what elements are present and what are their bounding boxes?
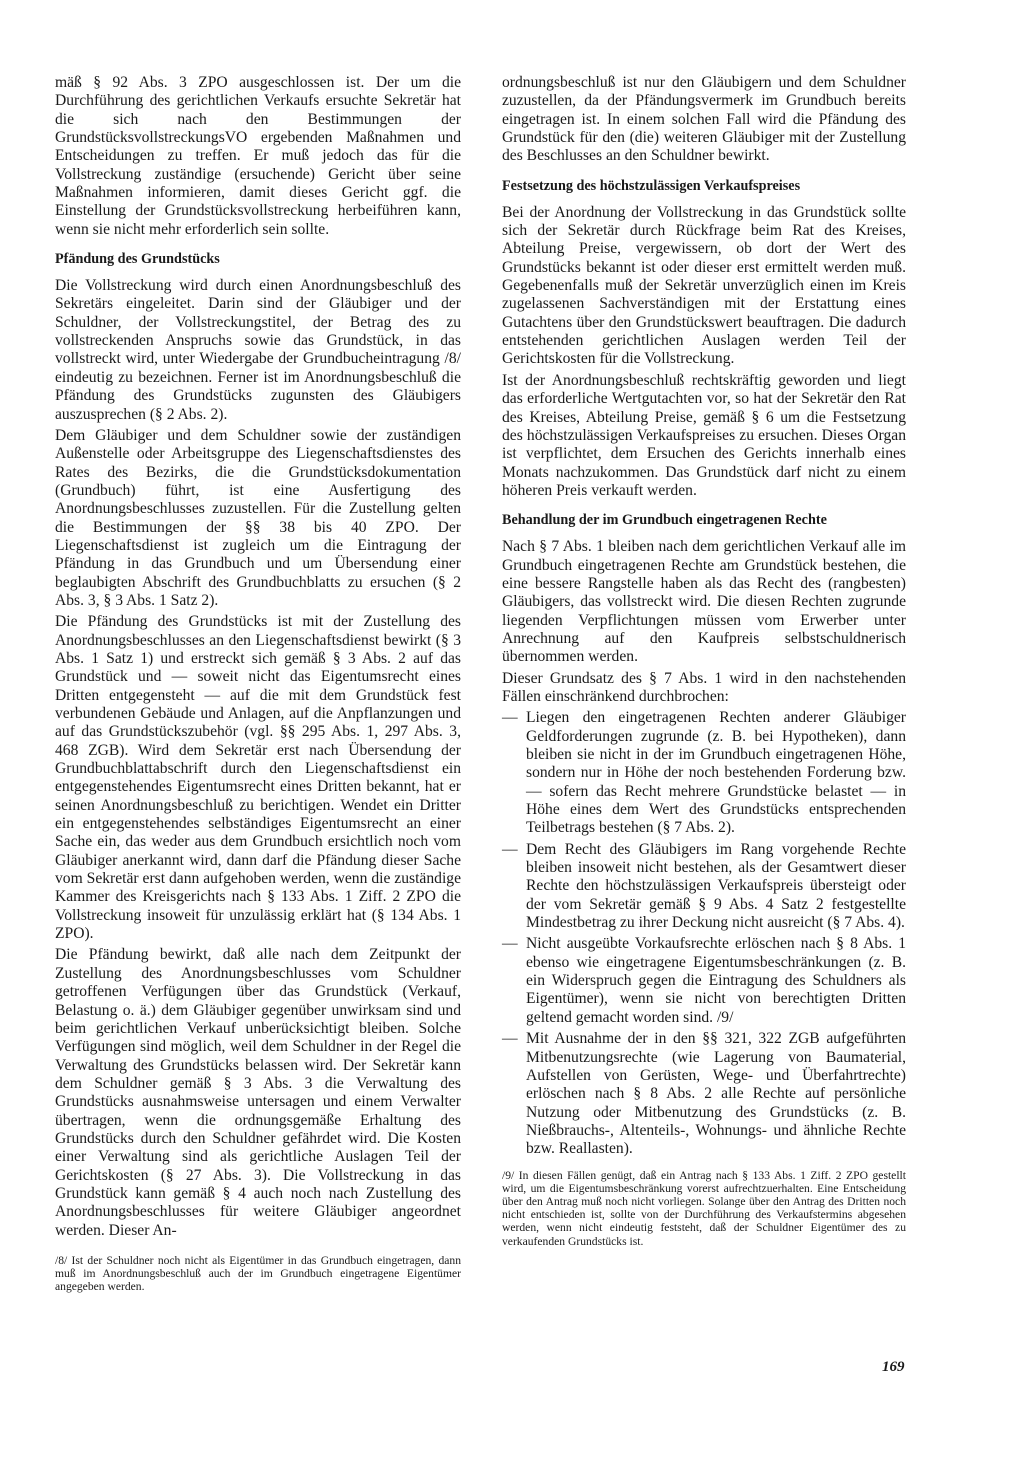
section-heading-rechte: Behandlung der im Grundbuch eingetragenen Rechte <box>502 512 827 529</box>
section-heading-pfaendung: Pfändung des Grundstücks <box>55 251 220 268</box>
paragraph: Dieser Grundsatz des § 7 Abs. 1 wird in den nachstehenden Fällen einschränkend durchbrochen: <box>502 669 906 705</box>
footnote-8: /8/ Ist der Schuldner noch nicht als Eigentümer in das Grundbuch eingetragen, dann muß im Anordnungsbeschluß auch der im Grundbuch eingetragene Eigentümer angegeben werden. <box>55 1253 461 1294</box>
paragraph: Die Pfändung des Grundstücks ist mit der Zustellung des Anordnungsbeschlusses an den Liegenschaftsdienst bewirkt (§ 3 Abs. 1 Satz 1) und erstreckt sich gemäß § 3 Abs. 2 auf das Grundstück und — soweit nicht das Eigentumsrecht eines Dritten entgegensteht — auf die mit dem Grundstück fest verbundenen Gebäude und Anlagen, auf die Anpflanzungen und auf das Grundstückszubehör (vgl. §§ 295 Abs. 1, 297 Abs. 3, 468 ZGB). Wird dem Sekretär erst nach Übersendung der Grundbuchblattabschrift durch den Liegenschaftsdienst ein entgegenstehendes Eigentumsrecht eines Dritten bekannt, hat er seinen Anordnungsbeschluß zu berichtigen. Wendet ein Dritter ein entgegenstehendes selbständiges Eigentumsrecht an einer Sache ein, das weder aus dem Grundbuch ersichtlich noch vom Gläubiger anerkannt wird, dann darf die Pfändung dieser Sache vom Sekretär erst dann aufgehoben werden, wenn die zuständige Kammer des Kreisgerichts nach § 133 Abs. 1 Ziff. 2 ZPO die Vollstreckung insoweit für unzulässig erklärt hat (§ 134 Abs. 1 ZPO). <box>55 613 461 943</box>
dash-bullet: — <box>502 935 518 953</box>
list-item-text: Mit Ausnahme der in den §§ 321, 322 ZGB aufgeführten Mitbenutzungsrechte (wie Lagerung von Baumaterial, Aufstellen von Gerüsten, Wege- und Überfahrtrechte) erlöschen nach § 8 Abs. 2 alle Rechte auf persönliche Nutzung oder Mitbenutzung des Grundstücks (z. B. Nießbrauchs-, Altenteils-, Wohnungs- und ähnliche Rechte bzw. Reallasten). <box>526 1030 906 1158</box>
dash-bullet: — <box>502 709 518 727</box>
dash-list <box>502 709 906 1158</box>
paragraph: Nach § 7 Abs. 1 bleiben nach dem gerichtlichen Verkauf alle im Grundbuch eingetragenen Rechte am Grundstück bestehen, die eine bessere Rangstelle haben als das Recht des (rangbesten) Gläubigers, das vollstreckt wird. Die diesen Rechten zugrunde liegenden Verpflichtungen müssen vom Erwerber unter Anrechnung auf den Kaufpreis selbstschuldnerisch übernommen werden. <box>502 538 906 666</box>
paragraph: Dem Gläubiger und dem Schuldner sowie der zuständigen Außenstelle oder Arbeitsgruppe des Liegenschaftsdienstes des Rates des Bezirks, die die Grundstücksdokumentation (Grundbuch) führt, ist eine Ausfertigung des Anordnungsbeschlusses zuzustellen. Für die Zustellung gelten die Bestimmungen der §§ 38 bis 40 ZPO. Der Liegenschaftsdienst ist zugleich um die Eintragung der Pfändung in das Grundbuch und um Übersendung einer beglaubigten Abschrift des Grundbuchblatts zu ersuchen (§ 2 Abs. 3, § 3 Abs. 1 Satz 2). <box>55 426 461 609</box>
list-item <box>502 935 906 1027</box>
paragraph: Bei der Anordnung der Vollstreckung in das Grundstück sollte sich der Sekretär durch Rückfrage beim Rat des Kreises, Abteilung Preise, vergewissern, ob dort der Wert des Grundstücks bekannt ist oder dieser erst ermittelt werden muß. Gegebenenfalls muß der Sekretär unverzüglich einen im Kreis zugelassenen Sachverständigen mit der Erstattung eines Gutachtens über den Grundstückswert beauftragen. Die dadurch entstehenden gerichtlichen Auslagen werden Teil der Gerichtskosten für die Vollstreckung. <box>502 203 906 368</box>
section-heading-verkaufspreis: Festsetzung des höchstzulässigen Verkaufspreises <box>502 177 801 194</box>
right-column <box>502 74 906 1248</box>
paragraph: Die Vollstreckung wird durch einen Anordnungsbeschluß des Sekretärs eingeleitet. Darin sind der Gläubiger und der Schuldner, der Vollstreckungstitel, der Betrag des zu vollstreckenden Anspruchs sowie das Grundstück, in das vollstreckt wird, unter Wiedergabe der Grundbucheintragung /8/ eindeutig zu bezeichnen. Ferner ist im Anordnungsbeschluß die Pfändung des Grundstücks zugunsten des Gläubigers auszusprechen (§ 2 Abs. 2). <box>55 277 461 423</box>
list-item <box>502 1030 906 1158</box>
list-item <box>502 841 906 933</box>
paragraph: Die Pfändung bewirkt, daß alle nach dem Zeitpunkt der Zustellung des Anordnungsbeschlusses vom Schuldner getroffenen Verfügungen über das Grundstück (Verkauf, Belastung o. ä.) dem Gläubiger gegenüber unwirksam sind und beim gerichtlichen Verkauf unberücksichtigt bleiben. Solche Verfügungen sind möglich, weil dem Schuldner in der Regel die Verwaltung des Grundstücks belassen wird. Der Sekretär kann dem Schuldner gemäß § 3 Abs. 3 die Verwaltung des Grundstücks ausnahmsweise untersagen und einem Verwalter übertragen, wenn die ordnungsgemäße Erhaltung des Grundstücks durch den Schuldner gefährdet wird. Die Kosten einer Verwaltung sind als gerichtliche Auslagen Teil der Gerichtskosten (§ 27 Abs. 3). Die Vollstreckung in das Grundstück kann gemäß § 4 auch noch nach Zustellung des Anordnungsbeschlusses für weitere Gläubiger angeordnet werden. Dieser An- <box>55 946 461 1239</box>
footnote-9: /9/ In diesen Fällen genügt, daß ein Antrag nach § 133 Abs. 1 Ziff. 2 ZPO gestellt wird, um die Eigentumsbeschränkung vorerst aufrechtzuerhalten. Eine Entscheidung über den Antrag muß noch nicht vorliegen. Solange über den Antrag des Dritten noch nicht entschieden ist, sollte von der Durchführung des Verkaufstermins abgesehen werden, wenn nicht eindeutig feststeht, daß der Schuldner Eigentümer des zu verkaufenden Grundstücks ist. <box>502 1168 906 1248</box>
list-item <box>502 709 906 837</box>
left-column <box>55 74 461 1294</box>
paragraph: ordnungsbeschluß ist nur den Gläubigern und dem Schuldner zuzustellen, da der Pfändungsvermerk im Grundbuch bereits eingetragen ist. In einem solchen Fall wird die Pfändung des Grundstück für den (die) weiteren Gläubiger mit der Zustellung des Beschlusses an den Schuldner bewirkt. <box>502 74 906 165</box>
list-item-text: Liegen den eingetragenen Rechten anderer Gläubiger Geldforderungen zugrunde (z. B. bei Hypotheken), dann bleiben sie nicht in der im Grundbuch eingetragenen Höhe, sondern nur in Höhe der noch bestehenden Forderung bzw. — sofern das Recht mehrere Grundstücke belastet — in Höhe eines dem Wert des Grundstücks entsprechenden Teilbetrags bestehen (§ 7 Abs. 2). <box>526 709 906 837</box>
page-number: 169 <box>882 1359 905 1375</box>
dash-bullet: — <box>502 840 518 858</box>
dash-bullet: — <box>502 1030 518 1048</box>
paragraph: Ist der Anordnungsbeschluß rechtskräftig geworden und liegt das erforderliche Wertgutachten vor, so hat der Sekretär den Rat des Kreises, Abteilung Preise, gemäß § 6 um die Festsetzung des höchstzulässigen Verkaufspreises zu ersuchen. Dieses Organ ist verpflichtet, dem Ersuchen des Gerichts innerhalb eines Monats nachzukommen. Das Grundstück darf nicht zu einem höheren Preis verkauft werden. <box>502 371 906 499</box>
list-item-text: Dem Recht des Gläubigers im Rang vorgehende Rechte bleiben insoweit nicht bestehen, als der Gesamtwert dieser Rechte den höchstzulässigen Verkaufspreis übersteigt oder der vom Sekretär gemäß § 9 Abs. 4 Satz 2 festgestellte Mindestbetrag zu ihrer Deckung nicht ausreicht (§ 7 Abs. 4). <box>526 840 906 932</box>
paragraph: mäß § 92 Abs. 3 ZPO ausgeschlossen ist. Der um die Durchführung des gerichtlichen Verkaufs ersuchte Sekretär hat die sich nach den Bestimmungen der GrundstücksvollstreckungsVO ergebenden Maßnahmen und Entscheidungen zu treffen. Er muß jedoch das für die Vollstreckung zuständige (ersuchende) Gericht über seine Maßnahmen informieren, damit dieses Gericht ggf. die Einstellung der Grundstücksvollstreckung herbeiführen kann, wenn sie nicht mehr erforderlich sein sollte. <box>55 74 461 238</box>
list-item-text: Nicht ausgeübte Vorkaufsrechte erlöschen nach § 8 Abs. 1 ebenso wie eingetragene Eigentumsbeschränkungen (z. B. ein Widerspruch gegen die Eintragung des Schuldners als Eigentümer), wenn sie nicht von berechtigten Dritten geltend gemacht worden sind. /9/ <box>526 935 906 1026</box>
